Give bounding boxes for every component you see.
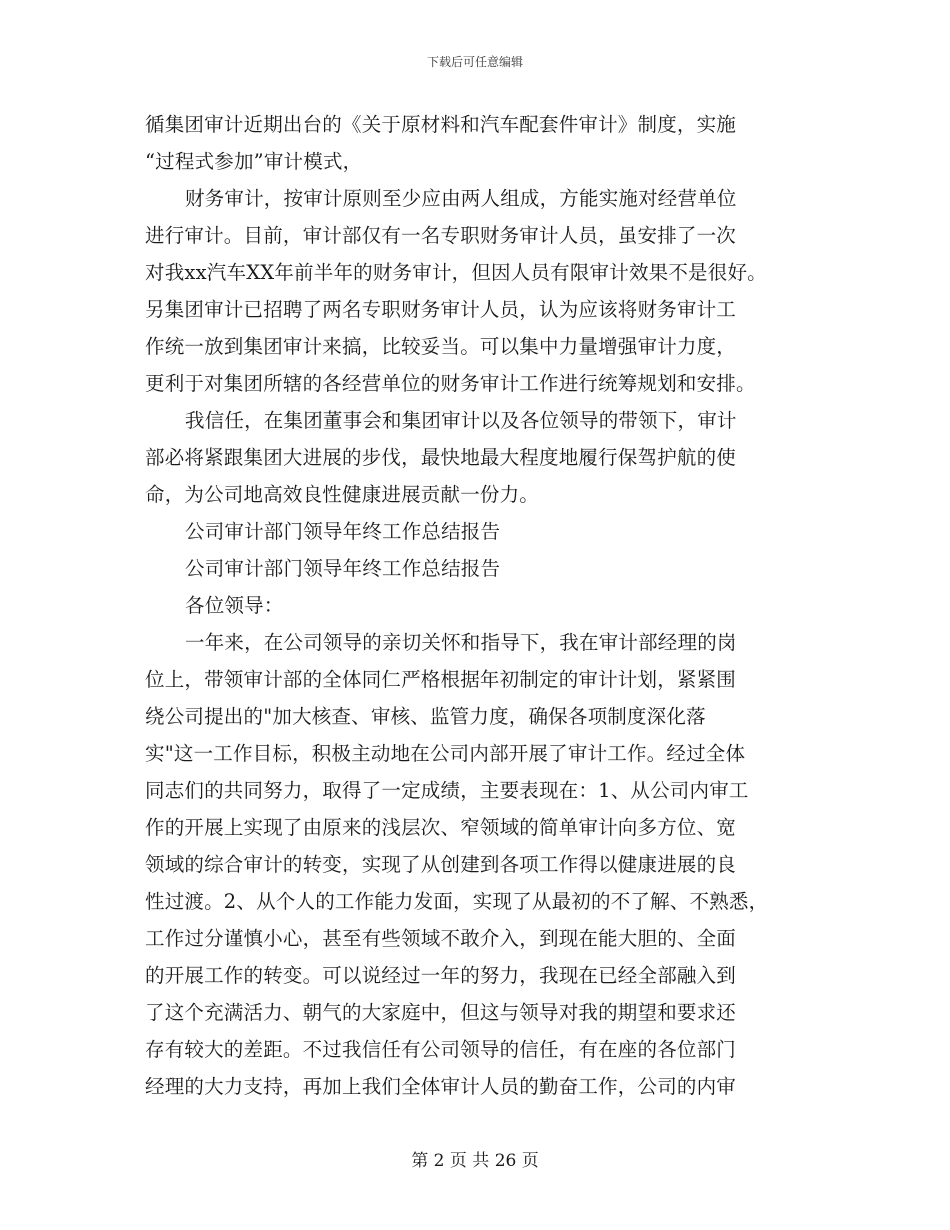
text-line: 了这个充满活力、朝气的大家庭中，但这与领导对我的期望和要求还 — [145, 1001, 737, 1024]
text-line: 存有较大的差距。不过我信任有公司领导的信任，有在座的各位部门 — [145, 1038, 737, 1061]
body-text — [145, 106, 835, 1105]
page-footer: 第 2 页 共 26 页 — [411, 1151, 539, 1171]
text-line: 另集团审计已招聘了两名专职财务审计人员，认为应该将财务审计工 — [145, 298, 737, 321]
text-line: 财务审计，按审计原则至少应由两人组成，方能实施对经营单位 — [185, 187, 737, 210]
page-header: 下载后可任意编辑 — [426, 55, 523, 69]
text-line: “过程式参加”审计模式， — [145, 150, 363, 173]
text-line: 公司审计部门领导年终工作总结报告 — [185, 520, 501, 543]
text-line: 公司审计部门领导年终工作总结报告 — [185, 557, 501, 580]
text-line: 部必将紧跟集团大进展的步伐，最快地最大程度地履行保驾护航的使 — [145, 446, 737, 469]
text-line: 经理的大力支持，再加上我们全体审计人员的勤奋工作，公司的内审 — [145, 1075, 737, 1098]
text-line: 作的开展上实现了由原来的浅层次、窄领域的简单审计向多方位、宽 — [145, 816, 737, 839]
text-line: 对我xx汽车XX年前半年的财务审计，但因人员有限审计效果不是很好。 — [145, 261, 767, 284]
text-line: 一年来，在公司领导的亲切关怀和指导下，我在审计部经理的岗 — [185, 631, 737, 654]
text-line: 位上，带领审计部的全体同仁严格根据年初制定的审计计划，紧紧围 — [145, 668, 737, 691]
text-line: 我信任，在集团董事会和集团审计以及各位领导的带领下，审计 — [185, 409, 737, 432]
text-line: 作统一放到集团审计来搞，比较妥当。可以集中力量增强审计力度， — [145, 335, 737, 358]
text-line: 领域的综合审计的转变，实现了从创建到各项工作得以健康进展的良 — [145, 853, 737, 876]
text-line: 性过渡。2、从个人的工作能力发面，实现了从最初的不了解、不熟悉， — [145, 890, 769, 913]
text-line: 循集团审计近期出台的《关于原材料和汽车配套件审计》制度，实施 — [145, 113, 737, 136]
text-line: 更利于对集团所辖的各经营单位的财务审计工作进行统筹规划和安排。 — [145, 372, 756, 395]
text-line: 命，为公司地高效良性健康进展贡献一份力。 — [145, 483, 540, 506]
text-line: 实"这一工作目标，积极主动地在公司内部开展了审计工作。经过全体 — [145, 742, 746, 765]
text-line: 的开展工作的转变。可以说经过一年的努力，我现在已经全部融入到 — [145, 964, 737, 987]
text-line: 进行审计。目前，审计部仅有一名专职财务审计人员，虽安排了一次 — [145, 224, 737, 247]
text-line: 各位领导： — [185, 594, 284, 617]
text-line: 工作过分谨慎小心，甚至有些领域不敢介入，到现在能大胆的、全面 — [145, 927, 737, 950]
text-line: 同志们的共同努力，取得了一定成绩，主要表现在：1、从公司内审工 — [145, 779, 749, 802]
text-line: 绕公司提出的"加大核查、审核、监管力度，确保各项制度深化落 — [145, 705, 706, 728]
